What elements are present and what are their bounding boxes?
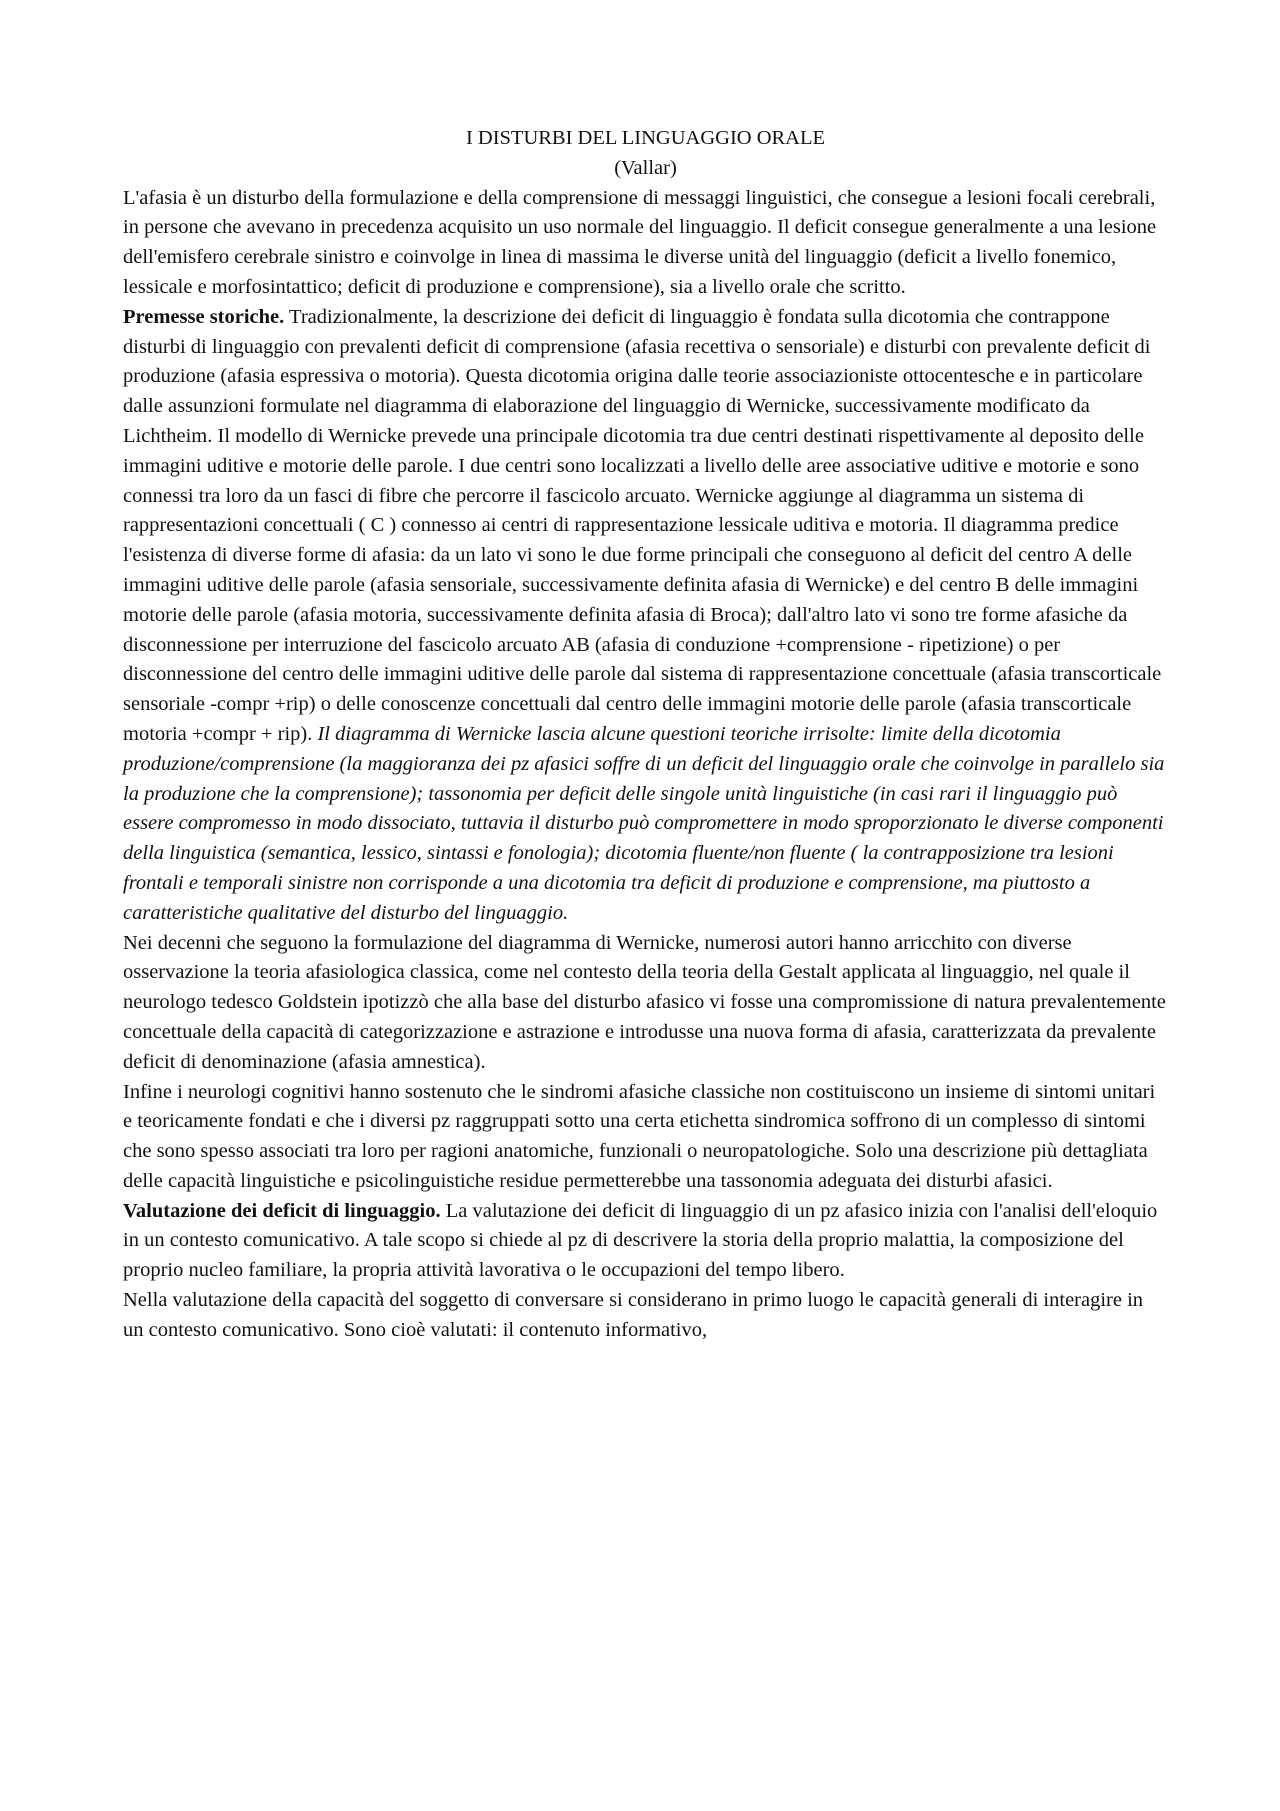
paragraph-gestalt-theory: Nei decenni che seguono la formulazione del diagramma di Wernicke, numerosi autori hanno arricchito con diverse osservazione la teoria afasiologica classica, come nel contesto della teoria della Gestalt applicata al linguaggio, nel quale il neurologo tedesco Goldstein ipotizzò che alla base del disturbo afasico vi fosse una compromissione di natura prevalentemente concettuale della capacità di categorizzazione e astrazione e introdusse una nuova forma di afasia, caratterizzata da prevalente deficit di denominazione (afasia amnestica). xyxy=(123,931,1166,1073)
document-title: I DISTURBI DEL LINGUAGGIO ORALE xyxy=(465,127,826,149)
paragraph-historical-premises xyxy=(123,303,1168,929)
paragraph-assessment xyxy=(123,1197,1168,1286)
section-heading-assessment: Valutazione dei deficit di linguaggio. xyxy=(123,1199,441,1222)
document-page xyxy=(123,124,1168,1346)
document-author: (Vallar) xyxy=(614,156,677,179)
paragraph-historical-premises-italic: Il diagramma di Wernicke lascia alcune questioni teoriche irrisolte: limite della dicotomia produzione/comprensione (la maggioranza dei pz afasici soffre di un deficit del linguaggio orale che coinvolge in parallelo sia la produzione che la comprensione); tassonomia per deficit delle singole unità linguistiche (in casi rari il linguaggio può essere compromesso in modo dissociato, tuttavia il disturbo può compromettere in modo sproporzionato le diverse componenti della linguistica (semantica, lessico, sintassi e fonologia); dicotomia fluente/non fluente ( la contrapposizione tra lesioni frontali e temporali sinistre non corrisponde a una dicotomia tra deficit di produzione e comprensione, ma piuttosto a caratteristiche qualitative del disturbo del linguaggio. xyxy=(123,722,1165,924)
paragraph-assessment-body: La valutazione dei deficit di linguaggio di un pz afasico inizia con l'analisi dell'eloquio in un contesto comunicativo. A tale scopo si chiede al pz di descrivere la storia della proprio malattia, la composizione del proprio nucleo familiare, la propria attività lavorativa o le occupazioni del tempo libero. xyxy=(123,1199,1158,1282)
paragraph-conversation-evaluation: Nella valutazione della capacità del soggetto di conversare si considerano in primo luogo le capacità generali di interagire in un contesto comunicativo. Sono cioè valutati: il contenuto informativo, xyxy=(123,1289,1144,1341)
section-heading-historical-premises: Premesse storiche. xyxy=(123,305,285,328)
paragraph-historical-premises-body: Tradizionalmente, la descrizione dei deficit di linguaggio è fondata sulla dicotomia che contrappone disturbi di linguaggio con prevalenti deficit di comprensione (afasia recettiva o sensoriale) e disturbi con prevalente deficit di produzione (afasia espressiva o motoria). Questa dicotomia origina dalle teorie associazioniste ottocentesche e in particolare dalle assunzioni formulate nel diagramma di elaborazione del linguaggio di Wernicke, successivamente modificato da Lichtheim. Il modello di Wernicke prevede una principale dicotomia tra due centri destinati rispettivamente al deposito delle immagini uditive e motorie delle parole. I due centri sono localizzati a livello delle aree associative uditive e motorie e sono connessi tra loro da un fasci di fibre che percorre il fascicolo arcuato. Wernicke aggiunge al diagramma un sistema di rappresentazioni concettuali ( C ) connesso ai centri di rappresentazione lessicale uditiva e motoria. Il diagramma predice l'esistenza di diverse forme di afasia: da un lato vi sono le due forme principali che conseguono al deficit del centro A delle immagini uditive delle parole (afasia sensoriale, successivamente definita afasia di Wernicke) e del centro B delle immagini motorie delle parole (afasia motoria, successivamente definita afasia di Broca); dall'altro lato vi sono tre forme afasiche da disconnessione per interruzione del fascicolo arcuato AB (afasia di conduzione +comprensione - ripetizione) o per disconnessione del centro delle immagini uditive delle parole dal sistema di rappresentazione concettuale (afasia transcorticale sensoriale -compr +rip) o delle conoscenze concettuali dal centro delle immagini motorie delle parole (afasia transcorticale motoria +compr + rip). xyxy=(123,305,1162,745)
paragraph-cognitive-neurology: Infine i neurologi cognitivi hanno sostenuto che le sindromi afasiche classiche non costituiscono un insieme di sintomi unitari e teoricamente fondati e che i diversi pz raggruppati sotto una certa etichetta sindromica soffrono di un complesso di sintomi che sono spesso associati tra loro per ragioni anatomiche, funzionali o neuropatologiche. Solo una descrizione più dettagliata delle capacità linguistiche e psicolinguistiche residue permetterebbe una tassonomia adeguata dei disturbi afasici. xyxy=(123,1080,1156,1192)
paragraph-introduction: L'afasia è un disturbo della formulazione e della comprensione di messaggi linguistici, che consegue a lesioni focali cerebrali, in persone che avevano in precedenza acquisito un uso normale del linguaggio. Il deficit consegue generalmente a una lesione dell'emisfero cerebrale sinistro e coinvolge in linea di massima le diverse unità del linguaggio (deficit a livello fonemico, lessicale e morfosintattico; deficit di produzione e comprensione), sia a livello orale che scritto. xyxy=(123,186,1157,298)
